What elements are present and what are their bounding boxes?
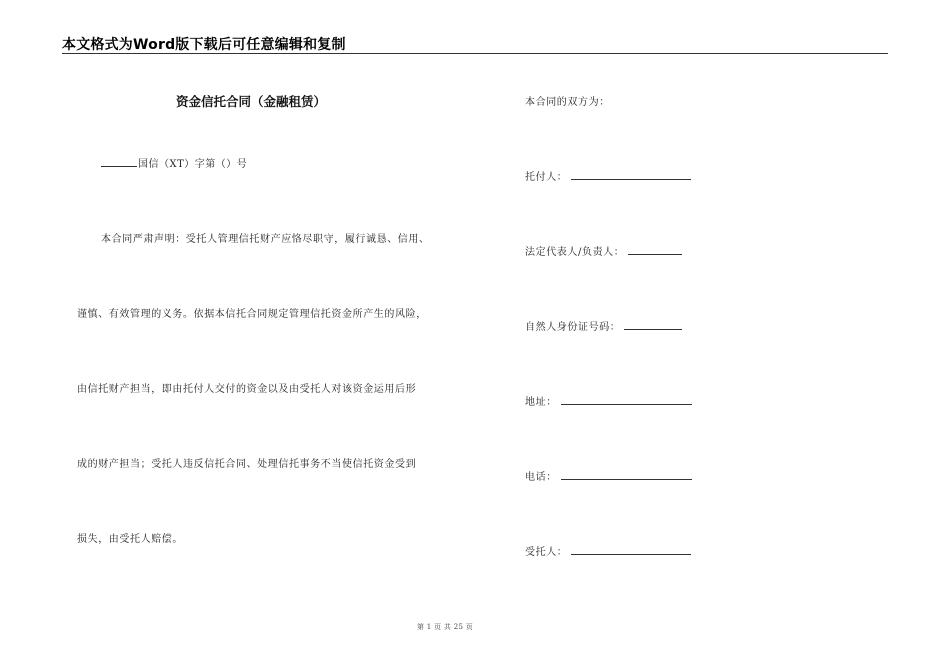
trustee-label: 受托人： [525, 547, 568, 558]
body-line: 由信托财产担当，即由托付人交付的资金以及由受托人对该资金运用后形 [77, 384, 417, 395]
id-number-label: 自然人身份证号码： [525, 322, 621, 333]
client-field [525, 168, 691, 183]
trustee-field [525, 543, 691, 558]
contract-number [101, 155, 247, 170]
parties-intro: 本合同的双方为： [525, 97, 610, 108]
header-divider [62, 53, 888, 54]
body-line: 损失，由受托人赔偿。 [77, 534, 183, 545]
phone-label: 电话： [525, 472, 557, 483]
id-number-blank[interactable] [624, 319, 682, 330]
legal-representative-label: 法定代表人/负责人： [525, 247, 625, 258]
page-number-footer: 第 1 页 共 25 页 [416, 623, 474, 631]
phone-field [525, 468, 692, 483]
body-line: 本合同严肃声明：受托人管理信托财产应恪尽职守，履行诚恳、信用、 [101, 234, 430, 245]
trustee-blank[interactable] [571, 544, 691, 555]
client-blank[interactable] [571, 169, 691, 180]
client-label: 托付人： [525, 172, 568, 183]
body-line: 谨慎、有效管理的义务。依据本信托合同规定管理信托资金所产生的风险， [77, 309, 427, 320]
phone-blank[interactable] [561, 469, 692, 480]
contract-number-suffix: 国信（XT）字第（）号 [138, 159, 248, 170]
page-header: 本文格式为Word版下载后可任意编辑和复制 [62, 37, 346, 53]
address-blank[interactable] [561, 394, 692, 405]
id-number-field [525, 318, 682, 333]
document-title: 资金信托合同（金融租赁） [176, 94, 327, 109]
address-label: 地址： [525, 397, 557, 408]
contract-number-blank[interactable] [101, 156, 137, 167]
body-line: 成的财产担当；受托人违反信托合同、处理信托事务不当使信托资金受到 [77, 459, 417, 470]
legal-representative-blank[interactable] [628, 244, 682, 255]
address-field [525, 393, 692, 408]
legal-representative-field [525, 243, 682, 258]
